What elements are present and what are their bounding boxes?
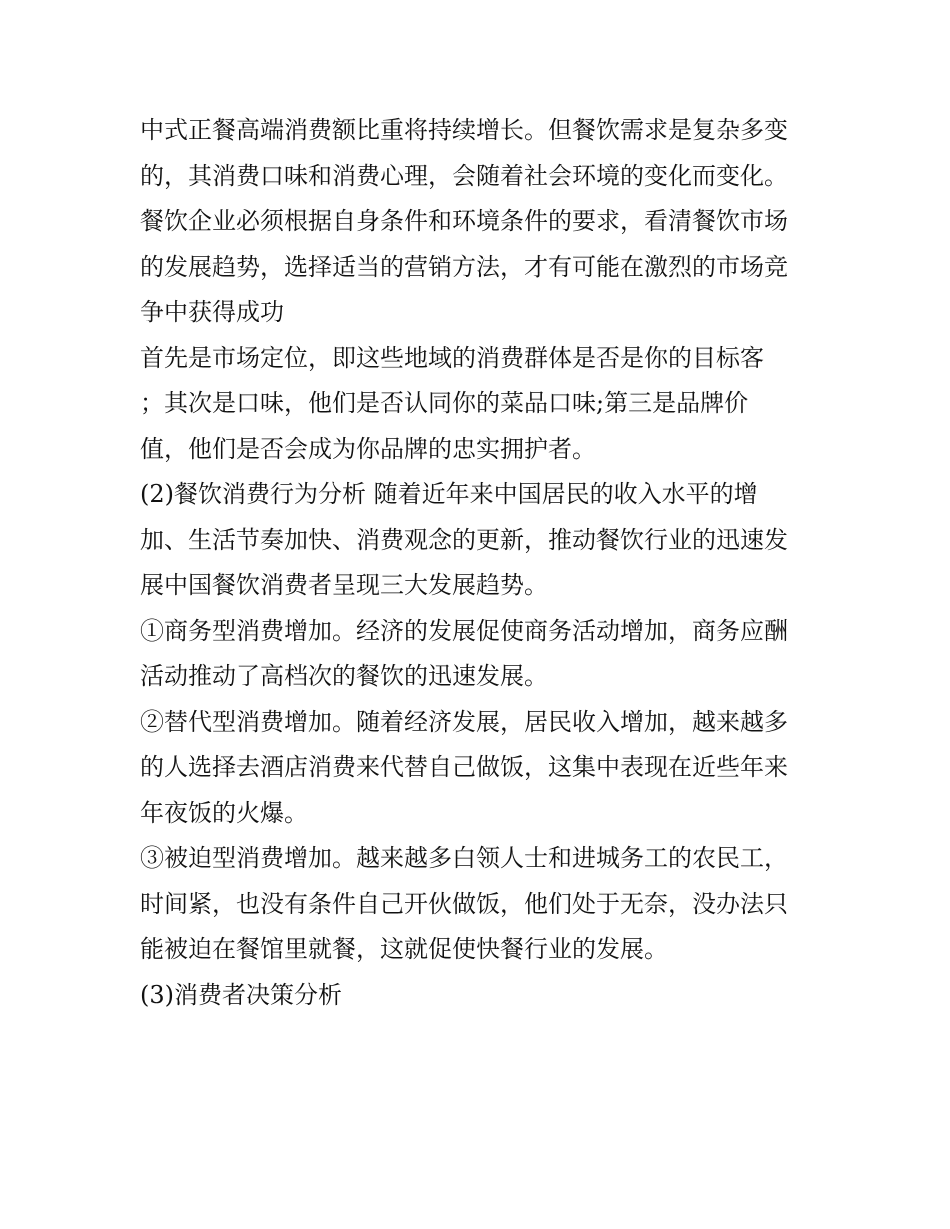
text-line: 值，他们是否会成为你品牌的忠实拥护者。 bbox=[140, 434, 596, 463]
text-line: 年夜饭的火爆。 bbox=[140, 798, 308, 827]
text-line: 能被迫在餐馆里就餐，这就促使快餐行业的发展。 bbox=[140, 935, 668, 963]
text-line: 的人选择去酒店消费来代替自己做饭，这集中表现在近些年来 bbox=[140, 753, 788, 781]
text-line: 的发展趋势，选择适当的营销方法，才有可能在激烈的市场竞 bbox=[140, 252, 788, 281]
text-line: ；其次是口味，他们是否认同你的菜品口味;第三是品牌价 bbox=[140, 389, 749, 417]
text-line: 首先是市场定位，即这些地域的消费群体是否是你的目标客 bbox=[140, 343, 764, 372]
text-line: ③被迫型消费增加。越来越多白领人士和进城务工的农民工， bbox=[140, 844, 788, 872]
text-line: ②替代型消费增加。随着经济发展，居民收入增加，越来越多 bbox=[140, 707, 788, 736]
text-line: 餐饮企业必须根据自身条件和环境条件的要求，看清餐饮市场 bbox=[140, 207, 788, 235]
text-line: 的，其消费口味和消费心理，会随着社会环境的变化而变化。 bbox=[140, 161, 788, 190]
text-line: 加、生活节奏加快、消费观念的更新，推动餐饮行业的迅速发 bbox=[140, 525, 788, 554]
text-line: 活动推动了高档次的餐饮的迅速发展。 bbox=[140, 662, 548, 690]
document-body bbox=[140, 108, 820, 1018]
text-line: (3)消费者决策分析 bbox=[140, 980, 342, 1009]
text-line: (2)餐饮消费行为分析 随着近年来中国居民的收入水平的增 bbox=[140, 480, 758, 508]
text-line: ①商务型消费增加。经济的发展促使商务活动增加，商务应酬 bbox=[140, 616, 788, 645]
text-line: 时间紧，也没有条件自己开伙做饭，他们处于无奈，没办法只 bbox=[140, 889, 788, 918]
text-line: 中式正餐高端消费额比重将持续增长。但餐饮需求是复杂多变 bbox=[140, 116, 788, 144]
text-line: 争中获得成功 bbox=[140, 298, 284, 326]
text-line: 展中国餐饮消费者呈现三大发展趋势。 bbox=[140, 571, 548, 599]
